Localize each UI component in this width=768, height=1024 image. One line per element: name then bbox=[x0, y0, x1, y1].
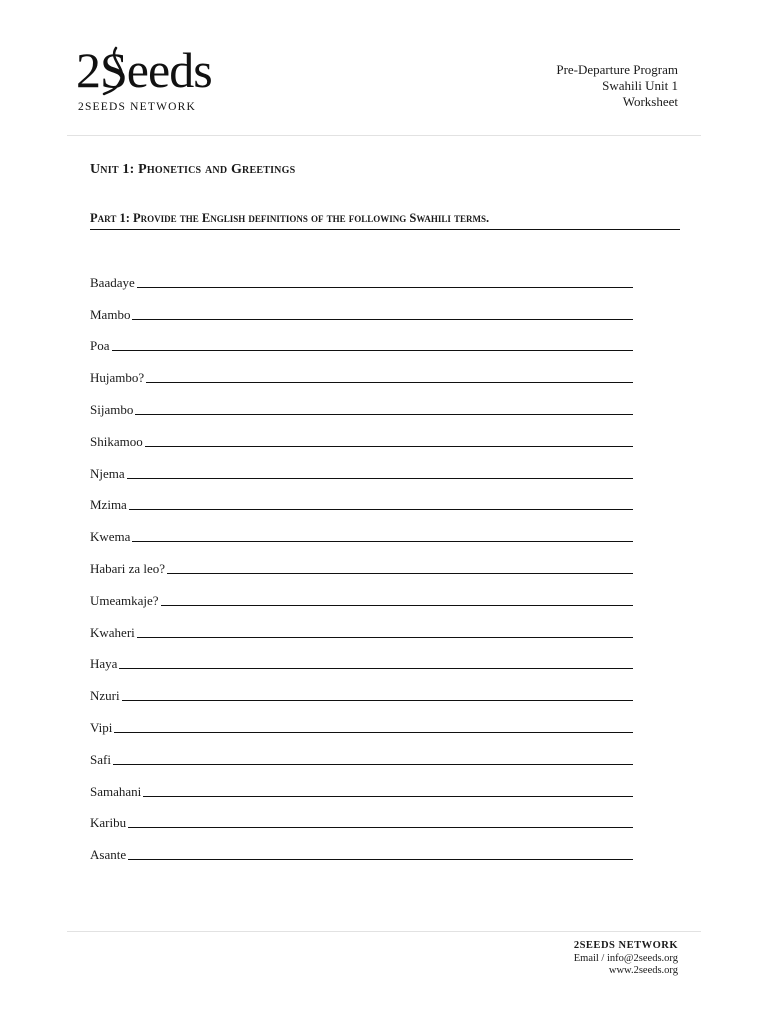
answer-blank-line[interactable] bbox=[128, 846, 633, 860]
term-row bbox=[90, 291, 633, 323]
term-label: Vipi bbox=[90, 719, 113, 735]
term-row bbox=[90, 831, 633, 863]
term-list bbox=[90, 259, 633, 863]
footer-email: Email / info@2seeds.org bbox=[573, 952, 678, 964]
term-row bbox=[90, 704, 633, 736]
term-row bbox=[90, 609, 633, 641]
term-label: Njema bbox=[90, 465, 125, 481]
term-label: Karibu bbox=[90, 815, 127, 831]
term-label: Safi bbox=[90, 751, 111, 767]
answer-blank-line[interactable] bbox=[145, 433, 633, 447]
term-label: Kwema bbox=[90, 529, 131, 545]
answer-blank-line[interactable] bbox=[129, 496, 633, 510]
header-divider bbox=[67, 135, 701, 136]
answer-blank-line[interactable] bbox=[132, 306, 633, 320]
term-row bbox=[90, 418, 633, 450]
term-label: Samahani bbox=[90, 783, 142, 799]
term-label: Kwaheri bbox=[90, 624, 135, 640]
term-label: Poa bbox=[90, 338, 110, 354]
answer-blank-line[interactable] bbox=[114, 719, 633, 733]
term-row bbox=[90, 800, 633, 832]
part-title: Part 1: Provide the English definitions of the following Swahili terms. bbox=[90, 211, 680, 230]
answer-blank-line[interactable] bbox=[137, 624, 633, 638]
answer-blank-line[interactable] bbox=[113, 751, 633, 765]
program-name: Pre-Departure Program bbox=[556, 62, 678, 77]
term-row bbox=[90, 577, 633, 609]
answer-blank-line[interactable] bbox=[137, 274, 633, 288]
term-row bbox=[90, 323, 633, 355]
seed-swoosh-icon bbox=[98, 46, 138, 96]
footer-divider bbox=[67, 931, 701, 932]
term-row bbox=[90, 641, 633, 673]
term-row bbox=[90, 513, 633, 545]
term-row bbox=[90, 386, 633, 418]
term-row bbox=[90, 736, 633, 768]
unit-title: Unit 1: Phonetics and Greetings bbox=[90, 162, 296, 177]
document-type: Worksheet bbox=[622, 94, 678, 109]
term-row bbox=[90, 259, 633, 291]
footer-website: www.2seeds.org bbox=[608, 965, 678, 976]
term-label: Mambo bbox=[90, 306, 131, 322]
term-label: Nzuri bbox=[90, 688, 120, 704]
term-label: Sijambo bbox=[90, 401, 134, 417]
term-label: Mzima bbox=[90, 497, 127, 513]
answer-blank-line[interactable] bbox=[143, 783, 633, 797]
term-row bbox=[90, 450, 633, 482]
term-label: Baadaye bbox=[90, 274, 135, 290]
unit-name: Swahili Unit 1 bbox=[602, 78, 678, 93]
logo-tagline: 2SEEDS NETWORK bbox=[78, 101, 197, 113]
logo-wordmark: 2Seeds bbox=[76, 42, 212, 98]
document-header-info bbox=[556, 62, 678, 110]
answer-blank-line[interactable] bbox=[127, 465, 633, 479]
footer bbox=[574, 940, 678, 978]
term-label: Shikamoo bbox=[90, 433, 143, 449]
term-row bbox=[90, 545, 633, 577]
answer-blank-line[interactable] bbox=[112, 337, 634, 351]
answer-blank-line[interactable] bbox=[132, 528, 633, 542]
term-row bbox=[90, 482, 633, 514]
answer-blank-line[interactable] bbox=[146, 369, 633, 383]
term-label: Haya bbox=[90, 656, 118, 672]
term-label: Habari za leo? bbox=[90, 560, 166, 576]
term-row bbox=[90, 672, 633, 704]
term-label: Hujambo? bbox=[90, 370, 145, 386]
answer-blank-line[interactable] bbox=[167, 560, 633, 574]
term-label: Umeamkaje? bbox=[90, 592, 159, 608]
answer-blank-line[interactable] bbox=[135, 401, 633, 415]
term-label: Asante bbox=[90, 847, 127, 863]
answer-blank-line[interactable] bbox=[122, 687, 633, 701]
term-row bbox=[90, 768, 633, 800]
brand-logo bbox=[76, 42, 246, 118]
answer-blank-line[interactable] bbox=[119, 655, 633, 669]
term-row bbox=[90, 354, 633, 386]
footer-org: 2SEEDS NETWORK bbox=[573, 940, 678, 951]
answer-blank-line[interactable] bbox=[128, 814, 633, 828]
answer-blank-line[interactable] bbox=[161, 592, 633, 606]
